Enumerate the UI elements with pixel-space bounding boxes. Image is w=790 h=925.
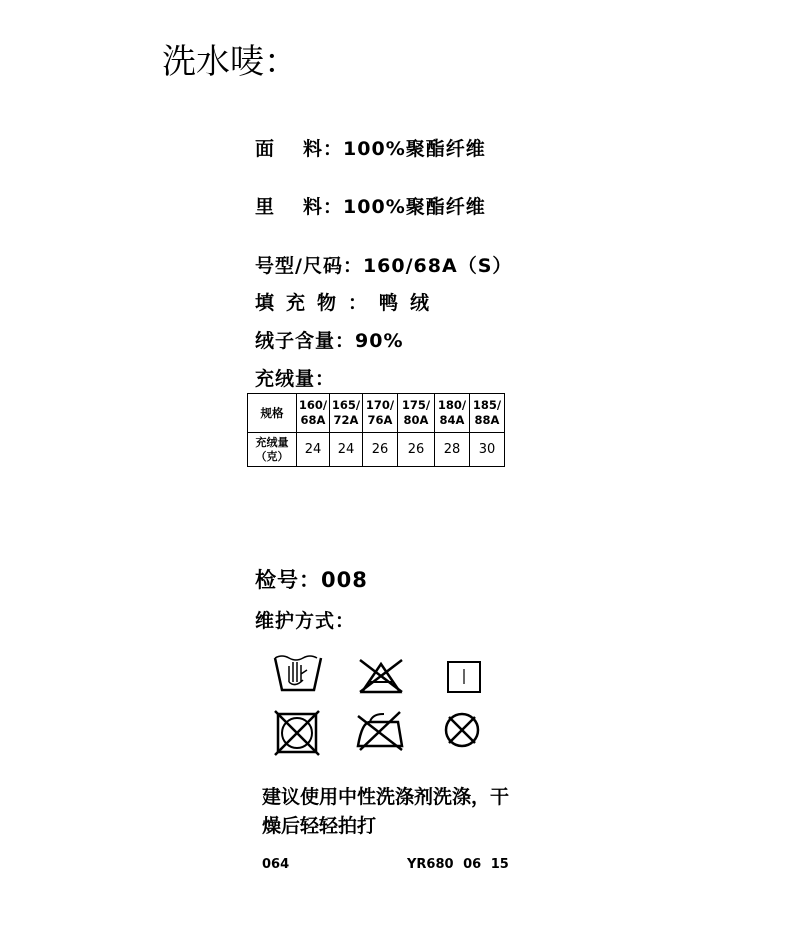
spec-cell: 180/ 84A: [435, 394, 470, 433]
lining-value: 100%聚酯纤维: [343, 196, 486, 218]
spec-cell: 175/ 80A: [398, 394, 435, 433]
size-label: 号型/尺码：: [255, 255, 363, 277]
amount-header: 充绒量 （克）: [248, 433, 297, 467]
grams-cell: 26: [363, 433, 398, 467]
fabric-label-b: 料：: [303, 138, 344, 160]
spec-cell: 170/ 76A: [363, 394, 398, 433]
care-advice: 建议使用中性洗涤剂洗涤，干燥后轻轻拍打: [262, 786, 510, 837]
lining-label-b: 料：: [303, 196, 344, 218]
fabric-label-a: 面: [255, 138, 276, 160]
down-content-line: [255, 326, 404, 353]
filling-value: 鸭绒: [379, 292, 442, 314]
lining-line: [255, 192, 486, 219]
table-row: [248, 433, 505, 467]
spec-header: 规格: [248, 394, 297, 433]
filling-line: [255, 288, 441, 315]
no-bleach-icon: [356, 658, 406, 694]
down-content-label: 绒子含量：: [255, 330, 356, 352]
lining-label-a: 里: [255, 196, 276, 218]
spec-cell: 185/ 88A: [470, 394, 505, 433]
spec-cell: 160/ 68A: [297, 394, 330, 433]
grams-cell: 26: [398, 433, 435, 467]
fill-amount-label: 充绒量：: [255, 368, 336, 390]
hand-wash-icon: [273, 652, 323, 694]
fabric-value: 100%聚酯纤维: [343, 138, 486, 160]
line-dry-icon: [446, 660, 482, 694]
no-iron-icon: [354, 708, 406, 752]
down-content-value: 90%: [355, 330, 404, 352]
footer-left-code: 064: [262, 857, 290, 872]
inspection-label: 检号：: [255, 568, 321, 592]
no-dry-clean-icon: [442, 710, 482, 750]
label-title: 洗水唛：: [162, 42, 298, 82]
fabric-line: [255, 134, 486, 161]
table-row: [248, 394, 505, 433]
inspection-line: [255, 564, 368, 594]
size-line: [255, 251, 512, 278]
size-value: 160/68A（S）: [362, 255, 513, 277]
inspection-value: 008: [321, 568, 368, 592]
grams-cell: 24: [330, 433, 363, 467]
grams-cell: 24: [297, 433, 330, 467]
grams-cell: 28: [435, 433, 470, 467]
spec-cell: 165/ 72A: [330, 394, 363, 433]
no-tumble-dry-icon: [274, 710, 320, 756]
footer-right-code: YR680 06 15: [407, 857, 509, 872]
care-label: 维护方式：: [255, 610, 356, 632]
fill-amount-table: [247, 393, 505, 467]
filling-label: 填充物：: [255, 292, 380, 314]
grams-cell: 30: [470, 433, 505, 467]
